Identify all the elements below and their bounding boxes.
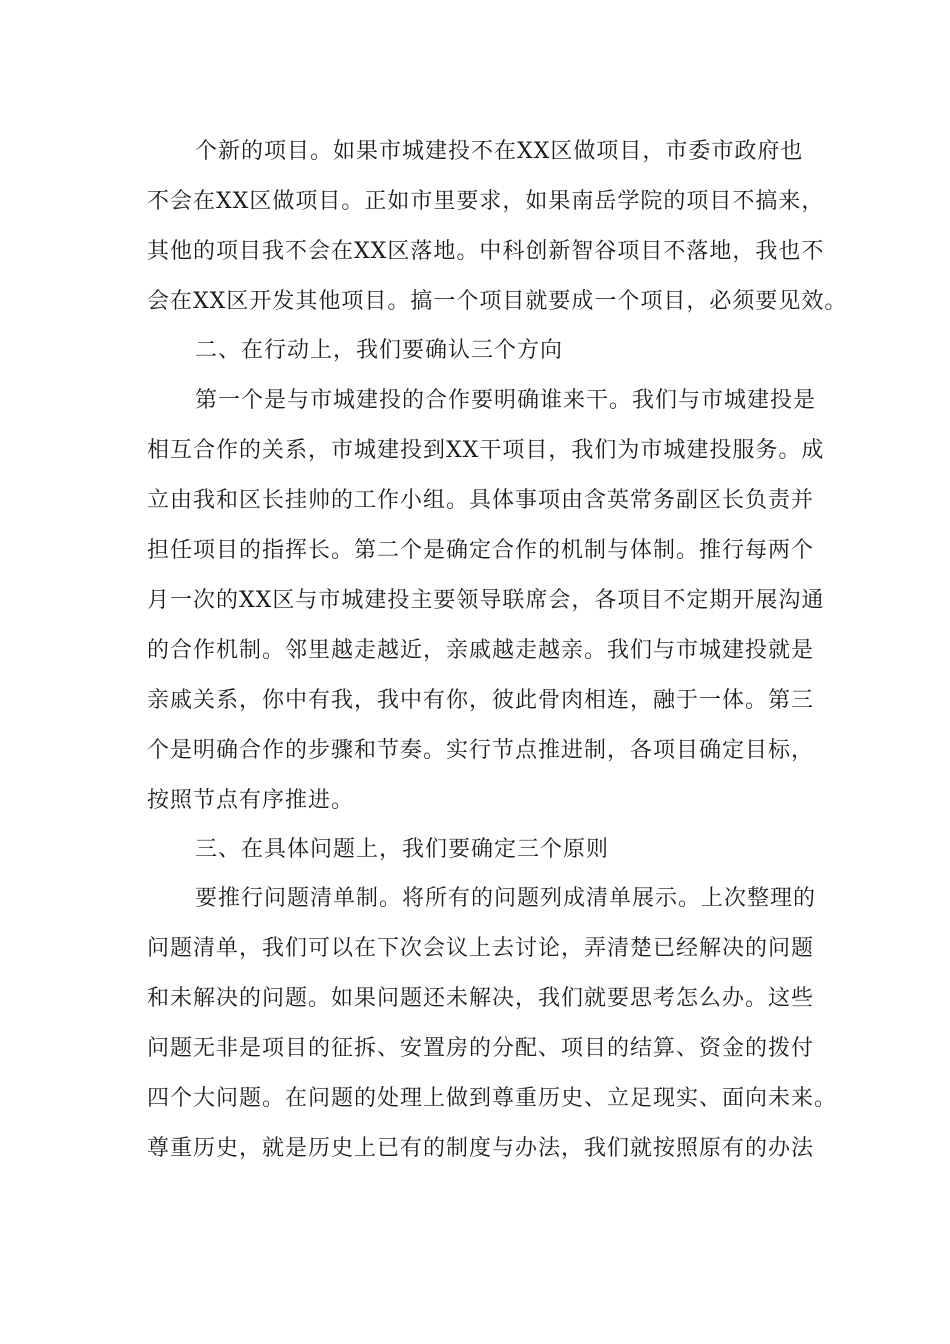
text-line: 会在XX区开发其他项目。搞一个项目就要成一个项目，必须要见效。 [147,289,848,314]
text-line: 问题无非是项目的征拆、安置房的分配、项目的结算、资金的拨付 [147,1036,815,1061]
text-line: 月一次的XX区与市城建投主要领导联席会，各项目不定期开展沟通 [147,588,825,613]
section-heading: 二、在行动上，我们要确认三个方向 [195,338,564,363]
text-line: 个是明确合作的步骤和节奏。实行节点推进制，各项目确定目标， [147,738,815,763]
text-line: 不会在XX区做项目。正如市里要求，如果南岳学院的项目不搞来， [147,189,825,214]
text-line: 和未解决的问题。如果问题还未解决，我们就要思考怎么办。这些 [147,986,815,1011]
text-line: 尊重历史，就是历史上已有的制度与办法，我们就按照原有的办法 [147,1136,815,1161]
text-line: 担任项目的指挥长。第二个是确定合作的机制与体制。推行每两个 [147,538,815,563]
text-line: 其他的项目我不会在XX区落地。中科创新智谷项目不落地，我也不 [147,239,825,264]
text-line: 亲戚关系，你中有我，我中有你，彼此骨肉相连，融于一体。第三 [147,688,815,713]
text-line: 按照节点有序推进。 [147,788,355,813]
text-line: 问题清单，我们可以在下次会议上去讨论，弄清楚已经解决的问题 [147,936,815,961]
text-line: 相互合作的关系，市城建投到XX干项目，我们为市城建投服务。成 [147,438,825,463]
text-line: 第一个是与市城建投的合作要明确谁来干。我们与市城建投是 [195,388,817,413]
section-heading: 三、在具体问题上，我们要确定三个原则 [195,837,610,862]
text-line: 个新的项目。如果市城建投不在XX区做项目，市委市政府也 [195,139,804,164]
text-line: 要推行问题清单制。将所有的问题列成清单展示。上次整理的 [195,886,817,911]
text-line: 四个大问题。在问题的处理上做到尊重历史、立足现实、面向未来。 [147,1086,838,1111]
text-line: 的合作机制。邻里越走越近，亲戚越走越亲。我们与市城建投就是 [147,638,815,663]
text-line: 立由我和区长挂帅的工作小组。具体事项由含英常务副区长负责并 [147,488,815,513]
